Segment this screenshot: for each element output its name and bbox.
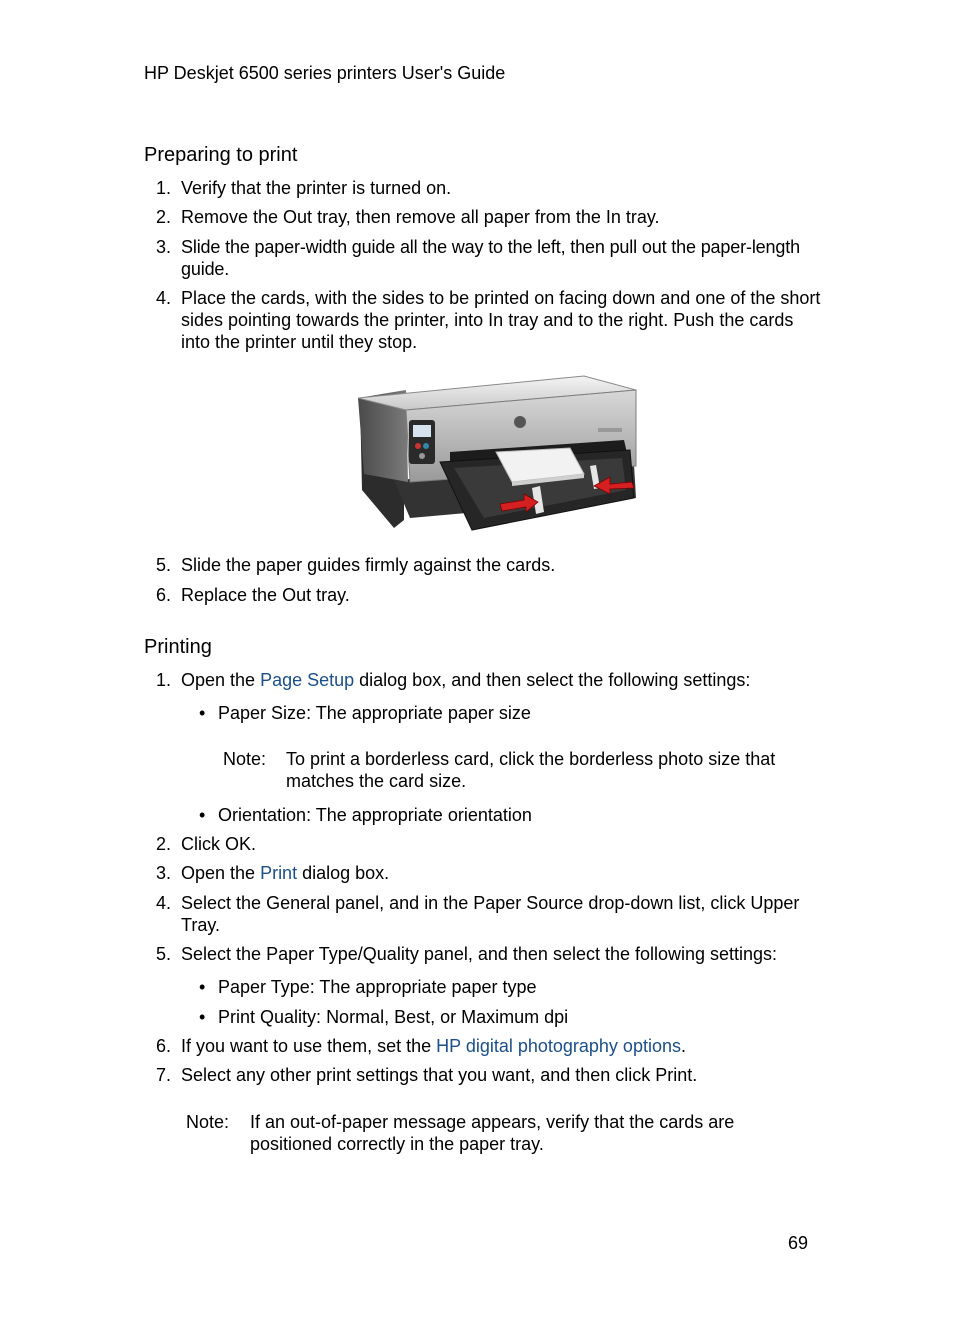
heading-preparing-to-print: Preparing to print: [144, 144, 298, 166]
list-number: 3.: [156, 237, 172, 257]
list-number: 4.: [156, 288, 172, 308]
term: Paper Type/Quality: [266, 944, 419, 964]
list-item-text: [181, 862, 821, 884]
text-run: Select the: [181, 893, 267, 913]
note-label: Note:: [223, 749, 267, 769]
term: Orientation: [218, 805, 307, 825]
bullet: •: [199, 1007, 206, 1027]
list-number: 5.: [156, 555, 172, 575]
bullet: •: [199, 977, 206, 997]
text-run: .: [692, 1065, 698, 1085]
text-run: Click: [181, 834, 225, 854]
list-item-text: [181, 669, 821, 691]
heading-printing: Printing: [144, 636, 212, 658]
list-item-text: [181, 833, 821, 855]
term: Best: [394, 1007, 431, 1027]
text-run: panel, and then select the following settings:: [418, 944, 778, 964]
text-run: dialog box.: [297, 863, 390, 883]
text-run: Open the: [181, 863, 261, 883]
bullet: •: [199, 703, 206, 723]
note-label: Note:: [186, 1112, 230, 1132]
list-number: 3.: [156, 863, 172, 883]
list-item-text: [181, 892, 821, 936]
text-run: , or: [430, 1007, 462, 1027]
note-text: To print a borderless card, click the borderless photo size that matches the card size.: [286, 749, 776, 791]
page-number: 69: [788, 1233, 809, 1253]
text-run: Select the: [181, 944, 267, 964]
text-run: dialog box, and then select the following settings:: [354, 670, 751, 690]
list-number: 1.: [156, 670, 172, 690]
list-item-text: [181, 1064, 821, 1086]
text-run: .: [251, 834, 257, 854]
running-header: HP Deskjet 6500 series printers User's Guide: [144, 63, 506, 83]
term: Paper Type: [218, 977, 310, 997]
list-item-text: Verify that the printer is turned on.: [181, 178, 452, 198]
hp-digital-photography-options-link[interactable]: HP digital photography options: [436, 1036, 681, 1056]
term: General: [266, 893, 331, 913]
list-number: 1.: [156, 178, 172, 198]
text-run: : The appropriate paper type: [309, 977, 537, 997]
term: Normal: [326, 1007, 385, 1027]
list-number: 6.: [156, 585, 172, 605]
bullet-text: [218, 702, 818, 724]
list-number: 2.: [156, 207, 172, 227]
page-setup-link[interactable]: Page Setup: [260, 670, 355, 690]
term: Upper Tray: [181, 893, 800, 935]
term: Print Quality: [218, 1007, 317, 1027]
bullet-text: [218, 1006, 818, 1028]
text-run: :: [316, 1007, 327, 1027]
list-item-text: [181, 1035, 821, 1057]
list-item-text: [181, 943, 821, 965]
text-run: : The appropriate orientation: [306, 805, 532, 825]
text-run: ,: [384, 1007, 395, 1027]
printer-illustration: [354, 370, 640, 535]
term: Maximum dpi: [461, 1007, 569, 1027]
list-number: 5.: [156, 944, 172, 964]
list-number: 6.: [156, 1036, 172, 1056]
text-run: : The appropriate paper size: [306, 703, 531, 723]
text-run: If you want to use them, set the: [181, 1036, 437, 1056]
text-run: drop-down list, click: [583, 893, 751, 913]
text-run: Open the: [181, 670, 261, 690]
list-number: 2.: [156, 834, 172, 854]
bullet-text: [218, 976, 818, 998]
print-link[interactable]: Print: [260, 863, 298, 883]
list-item-text: Slide the paper guides firmly against the cards.: [181, 555, 556, 575]
list-item-text: Replace the Out tray.: [181, 585, 350, 605]
term: OK: [225, 834, 252, 854]
term: Paper Size: [218, 703, 307, 723]
list-number: 4.: [156, 893, 172, 913]
list-item-text: Remove the Out tray, then remove all paper from the In tray.: [181, 207, 660, 227]
list-item-text: Slide the paper-width guide all the way to the left, then pull out the paper-length guide.: [181, 237, 800, 279]
text-run: .: [215, 915, 221, 935]
bullet: •: [199, 805, 206, 825]
bullet-text: [218, 804, 818, 826]
text-run: panel, and in the: [330, 893, 474, 913]
text-run: .: [680, 1036, 686, 1056]
text-run: Select any other print settings that you want, and then click: [181, 1065, 656, 1085]
list-item-text: Place the cards, with the sides to be printed on facing down and one of the short sides pointing towards the printer, into In tray and to the right. Push the cards into the printer until they stop.: [181, 288, 821, 352]
term: Paper Source: [473, 893, 584, 913]
note-text: If an out-of-paper message appears, verify that the cards are positioned correctly in the paper tray.: [250, 1112, 735, 1154]
list-number: 7.: [156, 1065, 172, 1085]
term: Print: [655, 1065, 693, 1085]
